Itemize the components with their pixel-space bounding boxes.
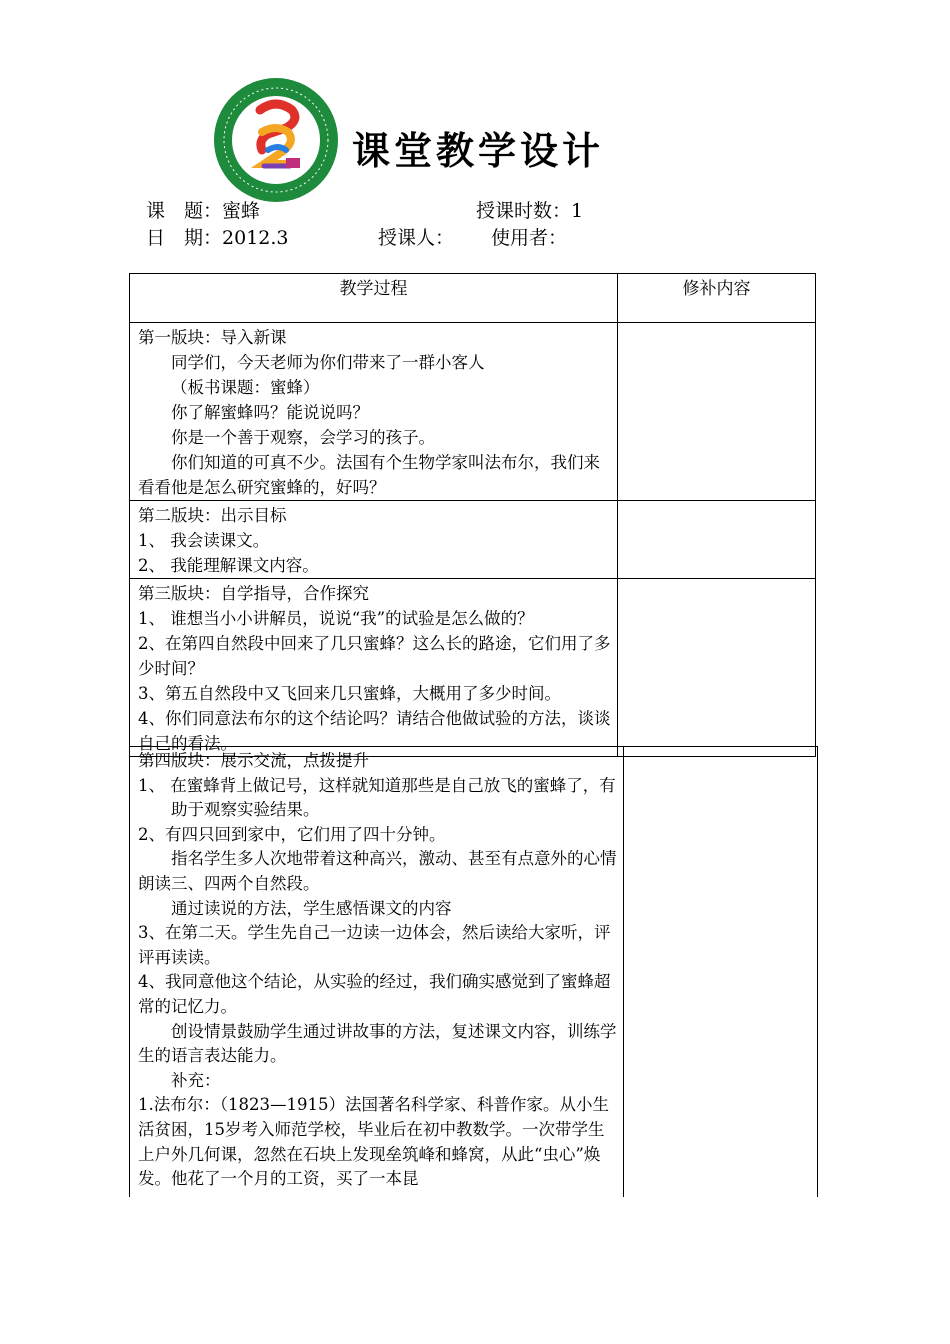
text-line: （板书课题：蜜蜂）: [171, 378, 320, 397]
text-line: 补充：: [171, 1070, 221, 1090]
text-line: 你了解蜜蜂吗？能说说吗？: [171, 403, 369, 422]
school-logo: [212, 76, 340, 204]
supplement-cell: [618, 501, 816, 579]
text-line: 2、 我能理解课文内容。: [138, 556, 319, 575]
text-line: 1、 在蜜蜂背上做记号，这样就知道那些是自己放飞的蜜蜂了，有助于观察实验结果。: [138, 775, 616, 820]
section-1: [130, 323, 617, 500]
section-2-title: 第二版块：出示目标: [138, 506, 287, 525]
text-line: 2、有四只回到家中，它们用了四十分钟。: [138, 824, 446, 844]
text-line: 你是一个善于观察，会学习的孩子。: [171, 428, 435, 447]
text-line: 3、第五自然段中又飞回来几只蜜蜂，大概用了多少时间。: [138, 684, 561, 703]
text-line: 1、 我会读课文。: [138, 531, 270, 550]
text-line: 1.法布尔：（1823—1915）法国著名科学家、科普作家。从小生活贫困，15岁考入师范学校，毕业后在初中教数学。一次带学生上户外几何课，忽然在石块上发现垒筑峰和蜂窝，从此“虫心”焕发。他花了一个月的工资，买了一本昆: [138, 1095, 609, 1189]
text-line: 指名学生多人次地带着这种高兴，激动、甚至有点意外的心情朗读三、四两个自然段。: [138, 849, 617, 893]
lesson-table: [129, 273, 816, 757]
section-4-title: 第四版块：展示交流，点拨提升: [138, 751, 369, 770]
section-4-table: [129, 746, 818, 1197]
hours-row: [476, 199, 583, 223]
table-row: [130, 501, 816, 579]
hours-label: 授课时数：: [476, 200, 572, 222]
text-line: 1、 谁想当小小讲解员，说说“我”的试验是怎么做的？: [138, 609, 534, 628]
section-1-title: 第一版块：导入新课: [138, 328, 287, 347]
section-3-title: 第三版块：自学指导，合作探究: [138, 584, 369, 603]
table-row: [130, 323, 816, 501]
user-label: 使用者：: [491, 227, 568, 249]
section-4-process-cell: [130, 747, 624, 1197]
text-line: 4、你们同意法布尔的这个结论吗？请结合他做试验的方法，谈谈自己的看法。: [138, 709, 611, 753]
document-title: 课堂教学设计: [352, 128, 605, 173]
text-line: 通过读说的方法，学生感悟课文的内容: [171, 898, 452, 918]
table-row: [130, 579, 816, 757]
subject-label: 课 题：: [146, 200, 223, 222]
supplement-cell: [618, 323, 816, 501]
text-line: 同学们，今天老师为你们带来了一群小客人: [171, 353, 485, 372]
column-header-process: 教学过程: [130, 274, 618, 323]
section-3: [130, 579, 617, 756]
section-2: [130, 501, 617, 578]
subject-value: 蜜蜂: [222, 200, 261, 222]
date-value: 2012.3: [222, 227, 289, 249]
table-header-row: [130, 274, 816, 323]
text-line: 2、在第四自然段中回来了几只蜜蜂？这么长的路途，它们用了多少时间？: [138, 634, 611, 678]
section-4: [130, 747, 623, 1192]
date-label: 日 期：: [146, 227, 223, 249]
text-line: 3、在第二天。学生先自己一边读一边体会，然后读给大家听，评评再读读。: [138, 923, 611, 967]
supplement-cell: [618, 579, 816, 757]
teacher-label: 授课人：: [378, 227, 455, 249]
subject-row: [146, 199, 260, 223]
text-line: 你们知道的可真不少。法国有个生物学家叫法布尔，我们来看看他是怎么研究蜜蜂的，好吗？: [138, 453, 600, 497]
hours-value: 1: [571, 200, 584, 222]
column-header-supplement: 修补内容: [618, 274, 816, 323]
text-line: 4、我同意他这个结论，从实验的经过，我们确实感觉到了蜜蜂超常的记忆力。: [138, 972, 611, 1016]
date-row: [146, 226, 289, 250]
text-line: 创设情景鼓励学生通过讲故事的方法，复述课文内容，训练学生的语言表达能力。: [138, 1021, 617, 1066]
